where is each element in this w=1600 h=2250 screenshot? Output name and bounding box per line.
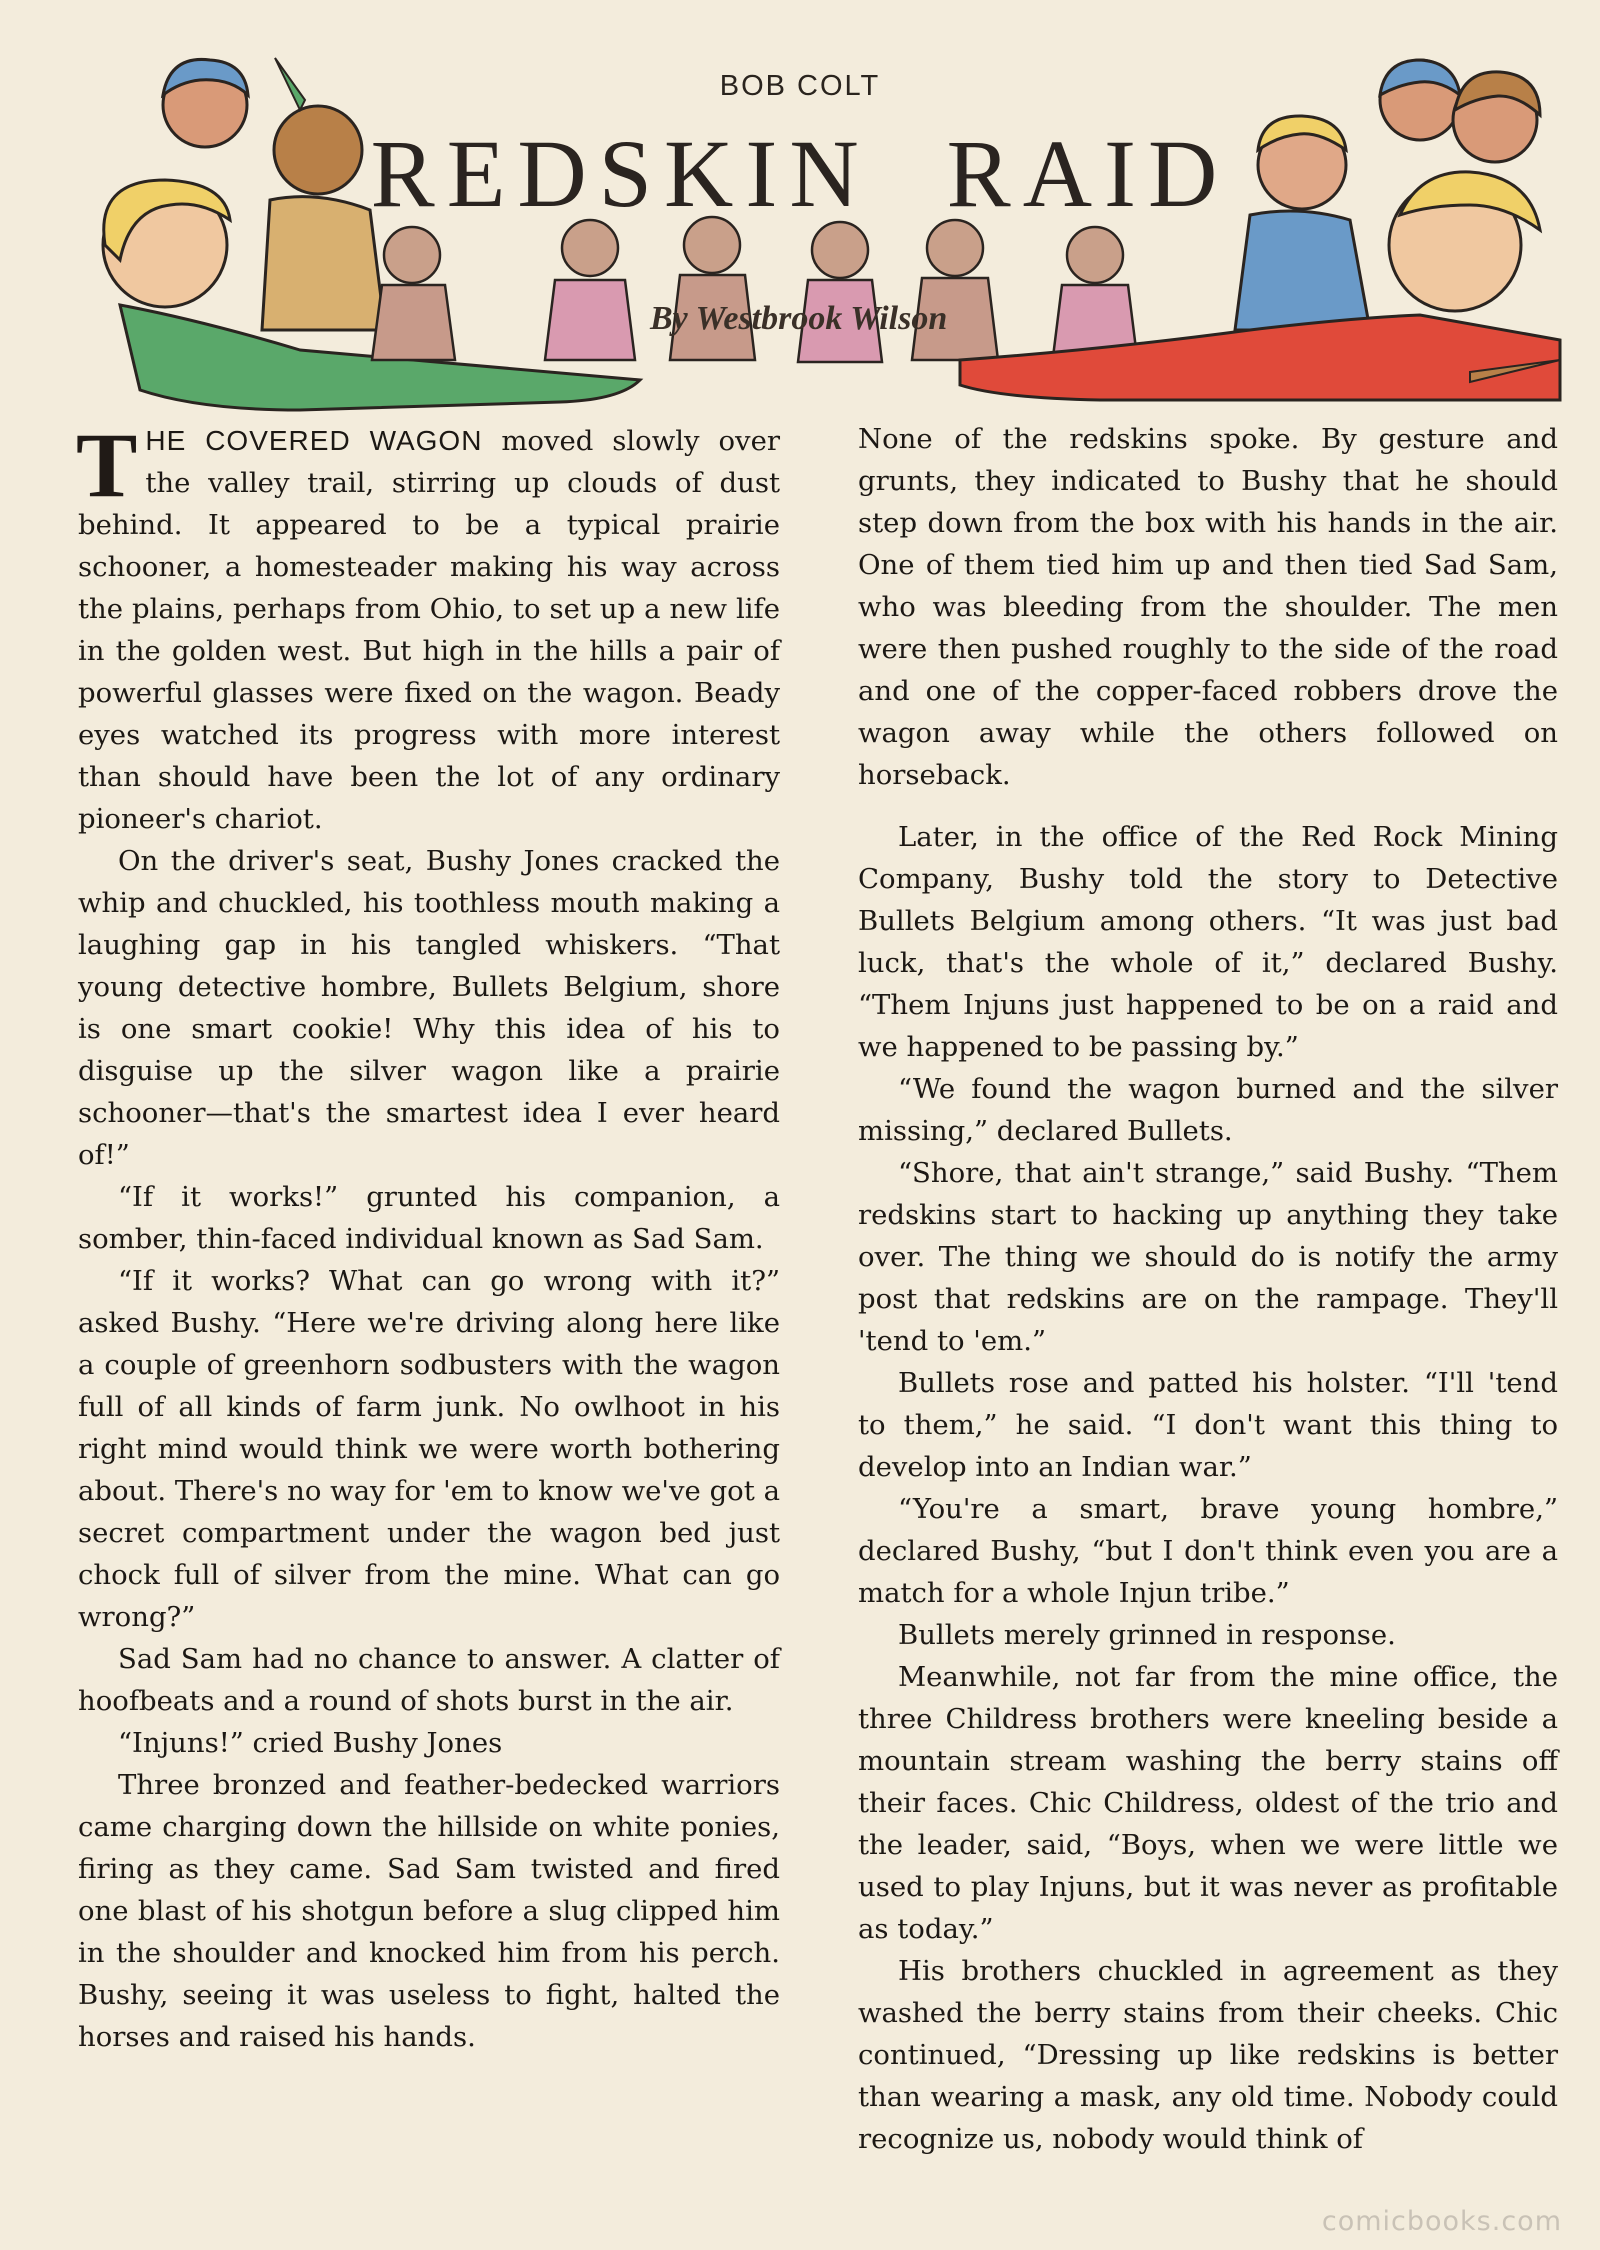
right-figures-group xyxy=(960,60,1560,400)
figure-head xyxy=(1067,227,1123,283)
middle-figures-group xyxy=(372,217,1138,365)
figure-head xyxy=(812,222,868,278)
paragraph-text: moved slowly over the valley trail, stirring up clouds of dust behind. It appeared to be a typical prairie schooner, a homesteader making his way across the plains, perhaps from Ohio, to set up a new life in the golden west. But high in the hills a pair of powerful glasses were fixed on the wagon. Beady eyes watched its progress with more interest than should have been the lot of any ordinary pioneer's chariot. xyxy=(78,425,780,835)
paragraph: Bullets merely grinned in response. xyxy=(898,1619,1396,1651)
paragraph: Three bronzed and feather-bedecked warriors came charging down the hillside on white ponies, firing as they came. Sad Sam twisted and fired one blast of his shotgun before a slug clipped him in the shoulder and knocked him from his perch. Bushy, seeing it was useless to fight, halted the horses and raised his hands. xyxy=(78,1769,780,2053)
paragraph: His brothers chuckled in agreement as they washed the berry stains from their cheeks. Chic continued, “Dressing up like redskins is better than wearing a mask, any old time. Nobody could recognize us, nobody would think of xyxy=(858,1955,1558,2155)
paragraph: None of the redskins spoke. By gesture and grunts, they indicated to Bushy that he should step down from the box with his hands in the air. One of them tied him up and then tied Sad Sam, who was bleeding from the shoulder. The men were then pushed roughly to the side of the road and one of the copper-faced robbers drove the wagon away while the others followed on horseback. xyxy=(858,423,1558,791)
paragraph xyxy=(76,414,780,840)
figure-head xyxy=(384,227,440,283)
right-column xyxy=(858,418,1558,2160)
paragraph: Sad Sam had no chance to answer. A clatter of hoofbeats and a round of shots burst in the air. xyxy=(78,1643,780,1717)
paragraph: “We found the wagon burned and the silver missing,” declared Bullets. xyxy=(858,1073,1558,1147)
paragraph: Bullets rose and patted his holster. “I'll 'tend to them,” he said. “I don't want this thing to develop into an Indian war.” xyxy=(858,1367,1558,1483)
paragraph: “Injuns!” cried Bushy Jones xyxy=(118,1727,503,1759)
paragraph: Later, in the office of the Red Rock Mining Company, Bushy told the story to Detective Bullets Belgium among others. “It was just bad luck, that's the whole of it,” declared Bushy. “Them Injuns just happened to be on a raid and we happened to be passing by.” xyxy=(858,821,1558,1063)
paragraph: Meanwhile, not far from the mine office, the three Childress brothers were kneeling beside a mountain stream washing the berry stains off their faces. Chic Childress, oldest of the trio and the leader, said, “Boys, when we were little we used to play Injuns, but it was never as profitable as today.” xyxy=(858,1661,1558,1945)
paragraph: “If it works!” grunted his companion, a somber, thin-faced individual known as Sad Sam. xyxy=(78,1181,780,1255)
figure-body xyxy=(545,280,635,360)
story-title: REDSKIN RAID xyxy=(370,120,1230,227)
drop-cap: T xyxy=(76,414,138,516)
figure-body xyxy=(372,285,455,360)
left-column xyxy=(76,414,780,2058)
paragraph: On the driver's seat, Bushy Jones cracked the whip and chuckled, his toothless mouth making a laughing gap in his tangled whiskers. “That young detective hombre, Bullets Belgium, shore is one smart cookie! Why this idea of his to disguise up the silver wagon like a prairie schooner—that's the smartest idea I ever heard of!” xyxy=(78,845,780,1171)
paragraph: “If it works? What can go wrong with it?” asked Bushy. “Here we're driving along here like a couple of greenhorn sodbusters with the wagon full of all kinds of farm junk. No owlhoot in his right mind would think we were worth bothering about. There's no way for 'em to know we've got a secret compartment under the wagon bed just chock full of silver from the mine. What can go wrong?” xyxy=(78,1265,780,1633)
site-watermark: comicbooks.com xyxy=(1321,2206,1562,2237)
byline: By Westbrook Wilson xyxy=(650,300,948,337)
figure-body xyxy=(960,315,1560,400)
paragraph: “You're a smart, brave young hombre,” declared Bushy, “but I don't think even you are a match for a whole Injun tribe.” xyxy=(858,1493,1558,1609)
lead-in: HE COVERED WAGON xyxy=(145,425,483,456)
paragraph: “Shore, that ain't strange,” said Bushy. “Them redskins start to hacking up anything they take over. The thing we should do is notify the army post that redskins are on the rampage. They'll 'tend to 'em.” xyxy=(858,1157,1558,1357)
series-name: BOB COLT xyxy=(719,70,881,102)
